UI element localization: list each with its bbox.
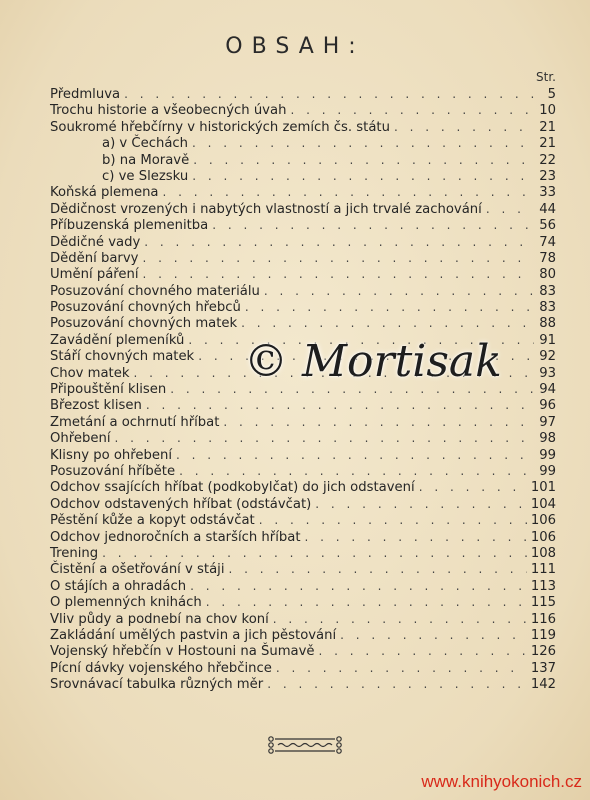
- toc-entry: [50, 135, 556, 151]
- toc-entry-page: 111: [530, 562, 556, 578]
- toc-entry-label: Zakládání umělých pastvin a jich pěstování: [50, 627, 337, 643]
- toc-entry-page: 115: [530, 595, 556, 611]
- toc-entry-label: Klisny po ohřebení: [50, 447, 173, 463]
- toc-entry-page: 116: [530, 611, 556, 627]
- toc-entry-label: Posuzování hříběte: [50, 463, 176, 479]
- toc-entry-page: 92: [539, 349, 556, 365]
- toc-entry-page: 99: [539, 447, 556, 463]
- toc-entry: [50, 250, 556, 266]
- toc-entry-page: 78: [539, 250, 556, 266]
- leader-dots: [305, 529, 527, 545]
- leader-dots: [193, 152, 534, 168]
- toc-entry-label: Odchov ssajících hříbat (podkobylčat) do jich odstavení: [50, 480, 415, 496]
- toc-entry-page: 104: [530, 496, 556, 512]
- website-link[interactable]: www.knihyokonich.cz: [421, 772, 582, 791]
- leader-dots: [124, 86, 534, 102]
- toc-entry: [50, 611, 556, 627]
- toc-entry-label: Zmetání a ochrnutí hříbat: [50, 414, 220, 430]
- toc-entry: [50, 430, 556, 446]
- leader-dots: [241, 315, 534, 331]
- toc-entry-page: 126: [530, 644, 556, 660]
- leader-dots: [319, 643, 527, 659]
- toc-entry-label: Dědičné vady: [50, 234, 141, 250]
- toc-entry-page: 56: [539, 218, 556, 234]
- toc-entry: [50, 643, 556, 659]
- page-column-label: Str.: [536, 70, 556, 84]
- leader-dots: [192, 168, 534, 184]
- toc-entry-label: Pícní dávky vojenského hřebčince: [50, 660, 272, 676]
- leader-dots: [267, 676, 527, 692]
- toc-entry: [50, 102, 556, 118]
- toc-entry-label: Příbuzenská plemenitba: [50, 218, 209, 234]
- toc-entry-page: 44: [539, 201, 556, 217]
- toc-entry: [50, 217, 556, 233]
- toc-entry-label: Zavádění plemeníků: [50, 332, 185, 348]
- leader-dots: [340, 627, 527, 643]
- toc-entry-label: Odchov odstavených hříbat (odstávčat): [50, 496, 312, 512]
- toc-entry-label: Soukromé hřebčírny v historických zemích čs. státu: [50, 119, 390, 135]
- leader-dots: [115, 430, 535, 446]
- toc-entry-label: Čistění a ošetřování v stáji: [50, 562, 225, 578]
- toc-entry-label: Stáří chovných matek: [50, 349, 195, 365]
- toc-entry: [50, 627, 556, 643]
- toc-entry-label: Dědění barvy: [50, 250, 139, 266]
- toc-entry-label: Vojenský hřebčín v Hostouni na Šumavě: [50, 644, 315, 660]
- toc-entry: [50, 86, 556, 102]
- toc-entry-page: 83: [539, 300, 556, 316]
- toc-entry-label: Trochu historie a všeobecných úvah: [50, 103, 287, 119]
- toc-entry-label: Posuzování chovných hřebců: [50, 300, 241, 316]
- toc-entry: [50, 496, 556, 512]
- toc-entry-label: Umění páření: [50, 267, 139, 283]
- ornament-icon: [266, 734, 344, 756]
- leader-dots: [228, 561, 526, 577]
- leader-dots: [179, 463, 534, 479]
- toc-entry-label: O plemenných knihách: [50, 595, 202, 611]
- toc-entry-page: 23: [539, 168, 556, 184]
- leader-dots: [273, 611, 527, 627]
- toc-entry: [50, 447, 556, 463]
- toc-entry-page: 21: [539, 136, 556, 152]
- toc-entry: [50, 119, 556, 135]
- toc-entry: [50, 397, 556, 413]
- toc-entry-page: 137: [530, 660, 556, 676]
- leader-dots: [259, 512, 527, 528]
- toc-entry-label: c) ve Slezsku: [102, 168, 189, 184]
- leader-dots: [245, 299, 534, 315]
- toc-entry-page: 99: [539, 463, 556, 479]
- toc-entry: [50, 152, 556, 168]
- toc-entry-label: Pěstění kůže a kopyt odstávčat: [50, 513, 255, 529]
- toc-entry: [50, 315, 556, 331]
- toc-entry-page: 93: [539, 365, 556, 381]
- toc-entry-label: Chov matek: [50, 365, 130, 381]
- leader-dots: [163, 184, 534, 200]
- toc-entry-page: 33: [539, 185, 556, 201]
- toc-entry-page: 142: [530, 677, 556, 693]
- toc-entry-label: Připouštění klisen: [50, 382, 167, 398]
- toc-entry: [50, 545, 556, 561]
- toc-entry-label: Vliv půdy a podnebí na chov koní: [50, 611, 269, 627]
- toc-entry-page: 113: [530, 578, 556, 594]
- leader-dots: [176, 447, 534, 463]
- toc-entry-page: 10: [539, 103, 556, 119]
- toc-entry-label: Posuzování chovných matek: [50, 316, 238, 332]
- toc-entry-label: Ohřebení: [50, 431, 111, 447]
- toc-entry-label: Srovnávací tabulka různých měr: [50, 677, 264, 693]
- toc-entry: [50, 299, 556, 315]
- toc-entry: [50, 660, 556, 676]
- toc-entry: [50, 168, 556, 184]
- leader-dots: [192, 135, 534, 151]
- toc-entry: [50, 529, 556, 545]
- toc-entry-label: Dědičnost vrozených i nabytých vlastností a jich trvalé zachování: [50, 201, 482, 217]
- table-of-contents: [50, 86, 556, 692]
- leader-dots: [144, 234, 534, 250]
- toc-entry: [50, 463, 556, 479]
- leader-dots: [276, 660, 527, 676]
- toc-entry-page: 106: [530, 529, 556, 545]
- toc-entry: [50, 234, 556, 250]
- toc-entry: [50, 512, 556, 528]
- toc-entry: [50, 201, 556, 217]
- toc-entry-label: O stájích a ohradách: [50, 578, 187, 594]
- leader-dots: [290, 102, 534, 118]
- toc-entry: [50, 283, 556, 299]
- toc-entry-label: b) na Moravě: [102, 152, 190, 168]
- toc-entry-page: 94: [539, 382, 556, 398]
- leader-dots: [190, 578, 527, 594]
- toc-entry: [50, 266, 556, 282]
- page-title: OBSAH:: [225, 34, 365, 59]
- toc-entry: [50, 594, 556, 610]
- toc-entry: [50, 184, 556, 200]
- leader-dots: [419, 479, 527, 495]
- leader-dots: [264, 283, 534, 299]
- toc-entry-label: Březost klisen: [50, 398, 142, 414]
- toc-entry-page: 119: [530, 627, 556, 643]
- toc-entry: [50, 578, 556, 594]
- toc-entry-page: 5: [547, 87, 556, 102]
- toc-entry-page: 106: [530, 513, 556, 529]
- toc-entry-page: 83: [539, 283, 556, 299]
- leader-dots: [146, 397, 534, 413]
- toc-entry-page: 98: [539, 431, 556, 447]
- leader-dots: [223, 414, 534, 430]
- toc-entry-page: 21: [539, 119, 556, 135]
- toc-entry-label: Odchov jednoročních a starších hříbat: [50, 529, 301, 545]
- leader-dots: [315, 496, 527, 512]
- toc-entry-page: 22: [539, 152, 556, 168]
- watermark: © Mortisak: [244, 336, 502, 387]
- toc-entry-page: 91: [539, 332, 556, 348]
- toc-entry-page: 101: [530, 480, 556, 496]
- toc-entry: [50, 414, 556, 430]
- toc-entry-label: Předmluva: [50, 87, 121, 102]
- toc-entry-page: 80: [539, 267, 556, 283]
- leader-dots: [102, 545, 527, 561]
- toc-entry-label: Koňská plemena: [50, 185, 159, 201]
- toc-entry: [50, 479, 556, 495]
- toc-entry-label: Trening: [50, 545, 99, 561]
- leader-dots: [212, 217, 534, 233]
- leader-dots: [486, 201, 534, 217]
- toc-entry-page: 88: [539, 316, 556, 332]
- toc-entry-page: 97: [539, 414, 556, 430]
- toc-entry: [50, 676, 556, 692]
- leader-dots: [394, 119, 534, 135]
- toc-entry-page: 74: [539, 234, 556, 250]
- toc-entry-label: a) v Čechách: [102, 136, 189, 152]
- leader-dots: [142, 250, 534, 266]
- leader-dots: [206, 594, 527, 610]
- toc-entry-label: Posuzování chovného materiálu: [50, 283, 260, 299]
- toc-entry: [50, 561, 556, 577]
- toc-entry-page: 96: [539, 398, 556, 414]
- toc-entry-page: 108: [530, 545, 556, 561]
- leader-dots: [143, 266, 534, 282]
